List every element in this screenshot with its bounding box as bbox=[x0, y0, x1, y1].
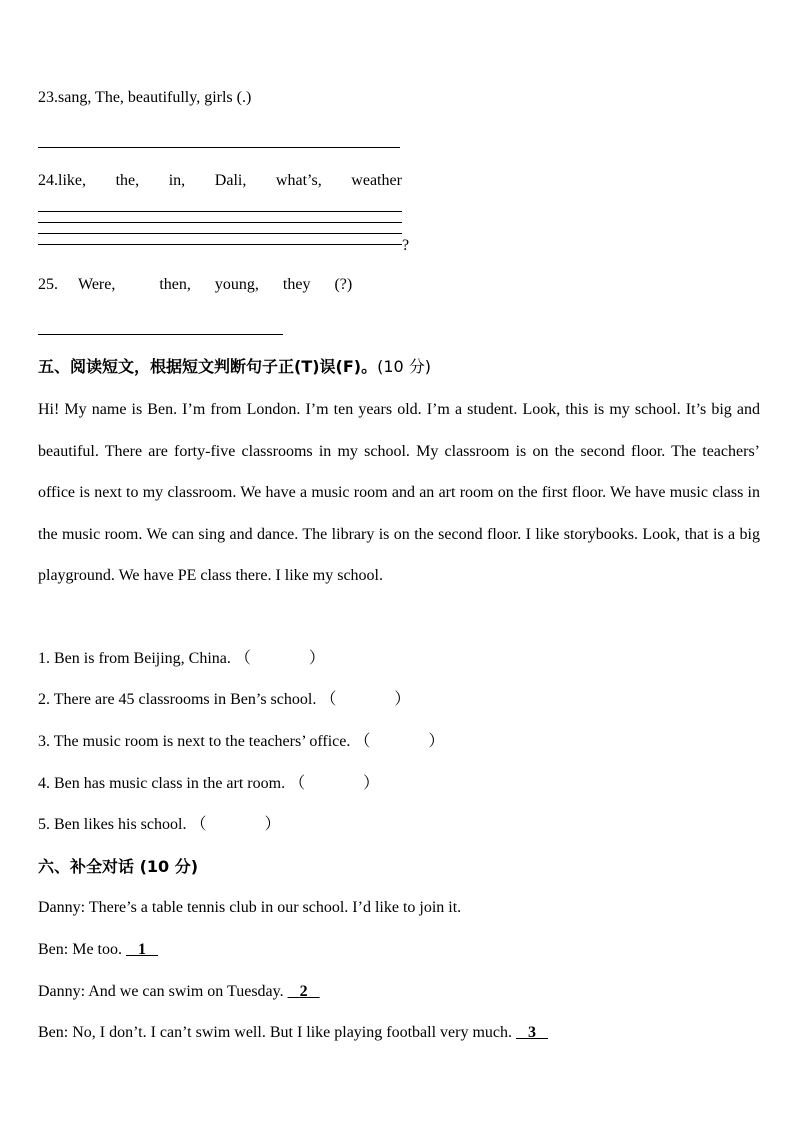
tf-question-5: 5. Ben likes his school. （ ） bbox=[38, 816, 281, 833]
tf-question-2: 2. There are 45 classrooms in Ben’s school. （ ） bbox=[38, 691, 411, 708]
q24-word-6: weather bbox=[351, 172, 402, 189]
q24-question-mark: ? bbox=[402, 237, 410, 254]
answer-line-24d bbox=[38, 244, 402, 245]
answer-paren-5[interactable]: （ ） bbox=[190, 816, 281, 833]
q24-word-3: in, bbox=[168, 172, 186, 189]
tf-question-3: 3. The music room is next to the teachers’ office. （ ） bbox=[38, 733, 445, 750]
answer-line-24c bbox=[38, 233, 402, 234]
q25-word-2: then, bbox=[159, 276, 191, 293]
dialogue-line-2: Ben: Me too. 1 bbox=[38, 940, 158, 960]
section-5-heading: 五、阅读短文，根据短文判断句子正(T)误(F)。(10 分) bbox=[38, 357, 432, 376]
dialogue-blank-2[interactable]: 2 bbox=[299, 983, 308, 1000]
q24-word-4: Dali, bbox=[214, 172, 247, 189]
dialogue-line-3: Danny: And we can swim on Tuesday. 2 bbox=[38, 982, 320, 1002]
dialogue-line-1: Danny: There’s a table tennis club in our school. I’d like to join it. bbox=[38, 899, 462, 916]
q24-word-5: what’s, bbox=[275, 172, 322, 189]
reading-passage: Hi! My name is Ben. I’m from London. I’m ten years old. I’m a student. Look, this is my school. It’s big and beautiful. There are forty-five classrooms in my school. My classroom is on the second floor. The teachers’ office is next to my classroom. We have a music room and an art room on the first floor. We have music class in the music room. We can sing and dance. The library is on the second floor. I like storybooks. Look, that is a big playground. We have PE class there. I like my school. bbox=[38, 401, 760, 585]
section-6-heading: 六、补全对话 (10 分) bbox=[38, 857, 199, 876]
tf-question-1: 1. Ben is from Beijing, China. （ ） bbox=[38, 650, 325, 667]
dialogue-line-4: Ben: No, I don’t. I can’t swim well. But I like playing football very much. 3 bbox=[38, 1023, 548, 1043]
q25-word-1: 25. Were, bbox=[38, 276, 116, 293]
answer-paren-4[interactable]: （ ） bbox=[289, 775, 380, 792]
q24-word-2: the, bbox=[115, 172, 140, 189]
question-25 bbox=[38, 275, 372, 295]
q25-word-5: (?) bbox=[334, 276, 353, 293]
answer-line-25 bbox=[38, 334, 283, 335]
answer-line-23 bbox=[38, 147, 400, 148]
q25-word-4: they bbox=[282, 276, 311, 293]
answer-paren-2[interactable]: （ ） bbox=[320, 691, 411, 708]
answer-paren-1[interactable]: （ ） bbox=[234, 650, 325, 667]
answer-paren-3[interactable]: （ ） bbox=[354, 733, 445, 750]
tf-question-4: 4. Ben has music class in the art room. （ ） bbox=[38, 775, 380, 792]
answer-line-24a bbox=[38, 211, 402, 212]
dialogue-blank-1[interactable]: 1 bbox=[138, 941, 146, 958]
question-23: 23.sang, The, beautifully, girls (.) bbox=[38, 89, 252, 106]
dialogue-blank-3[interactable]: 3 bbox=[528, 1024, 536, 1041]
q25-word-3: young, bbox=[214, 276, 259, 293]
q24-word-1: 24.like, bbox=[38, 172, 86, 189]
question-24 bbox=[38, 171, 402, 191]
answer-line-24b bbox=[38, 222, 402, 223]
